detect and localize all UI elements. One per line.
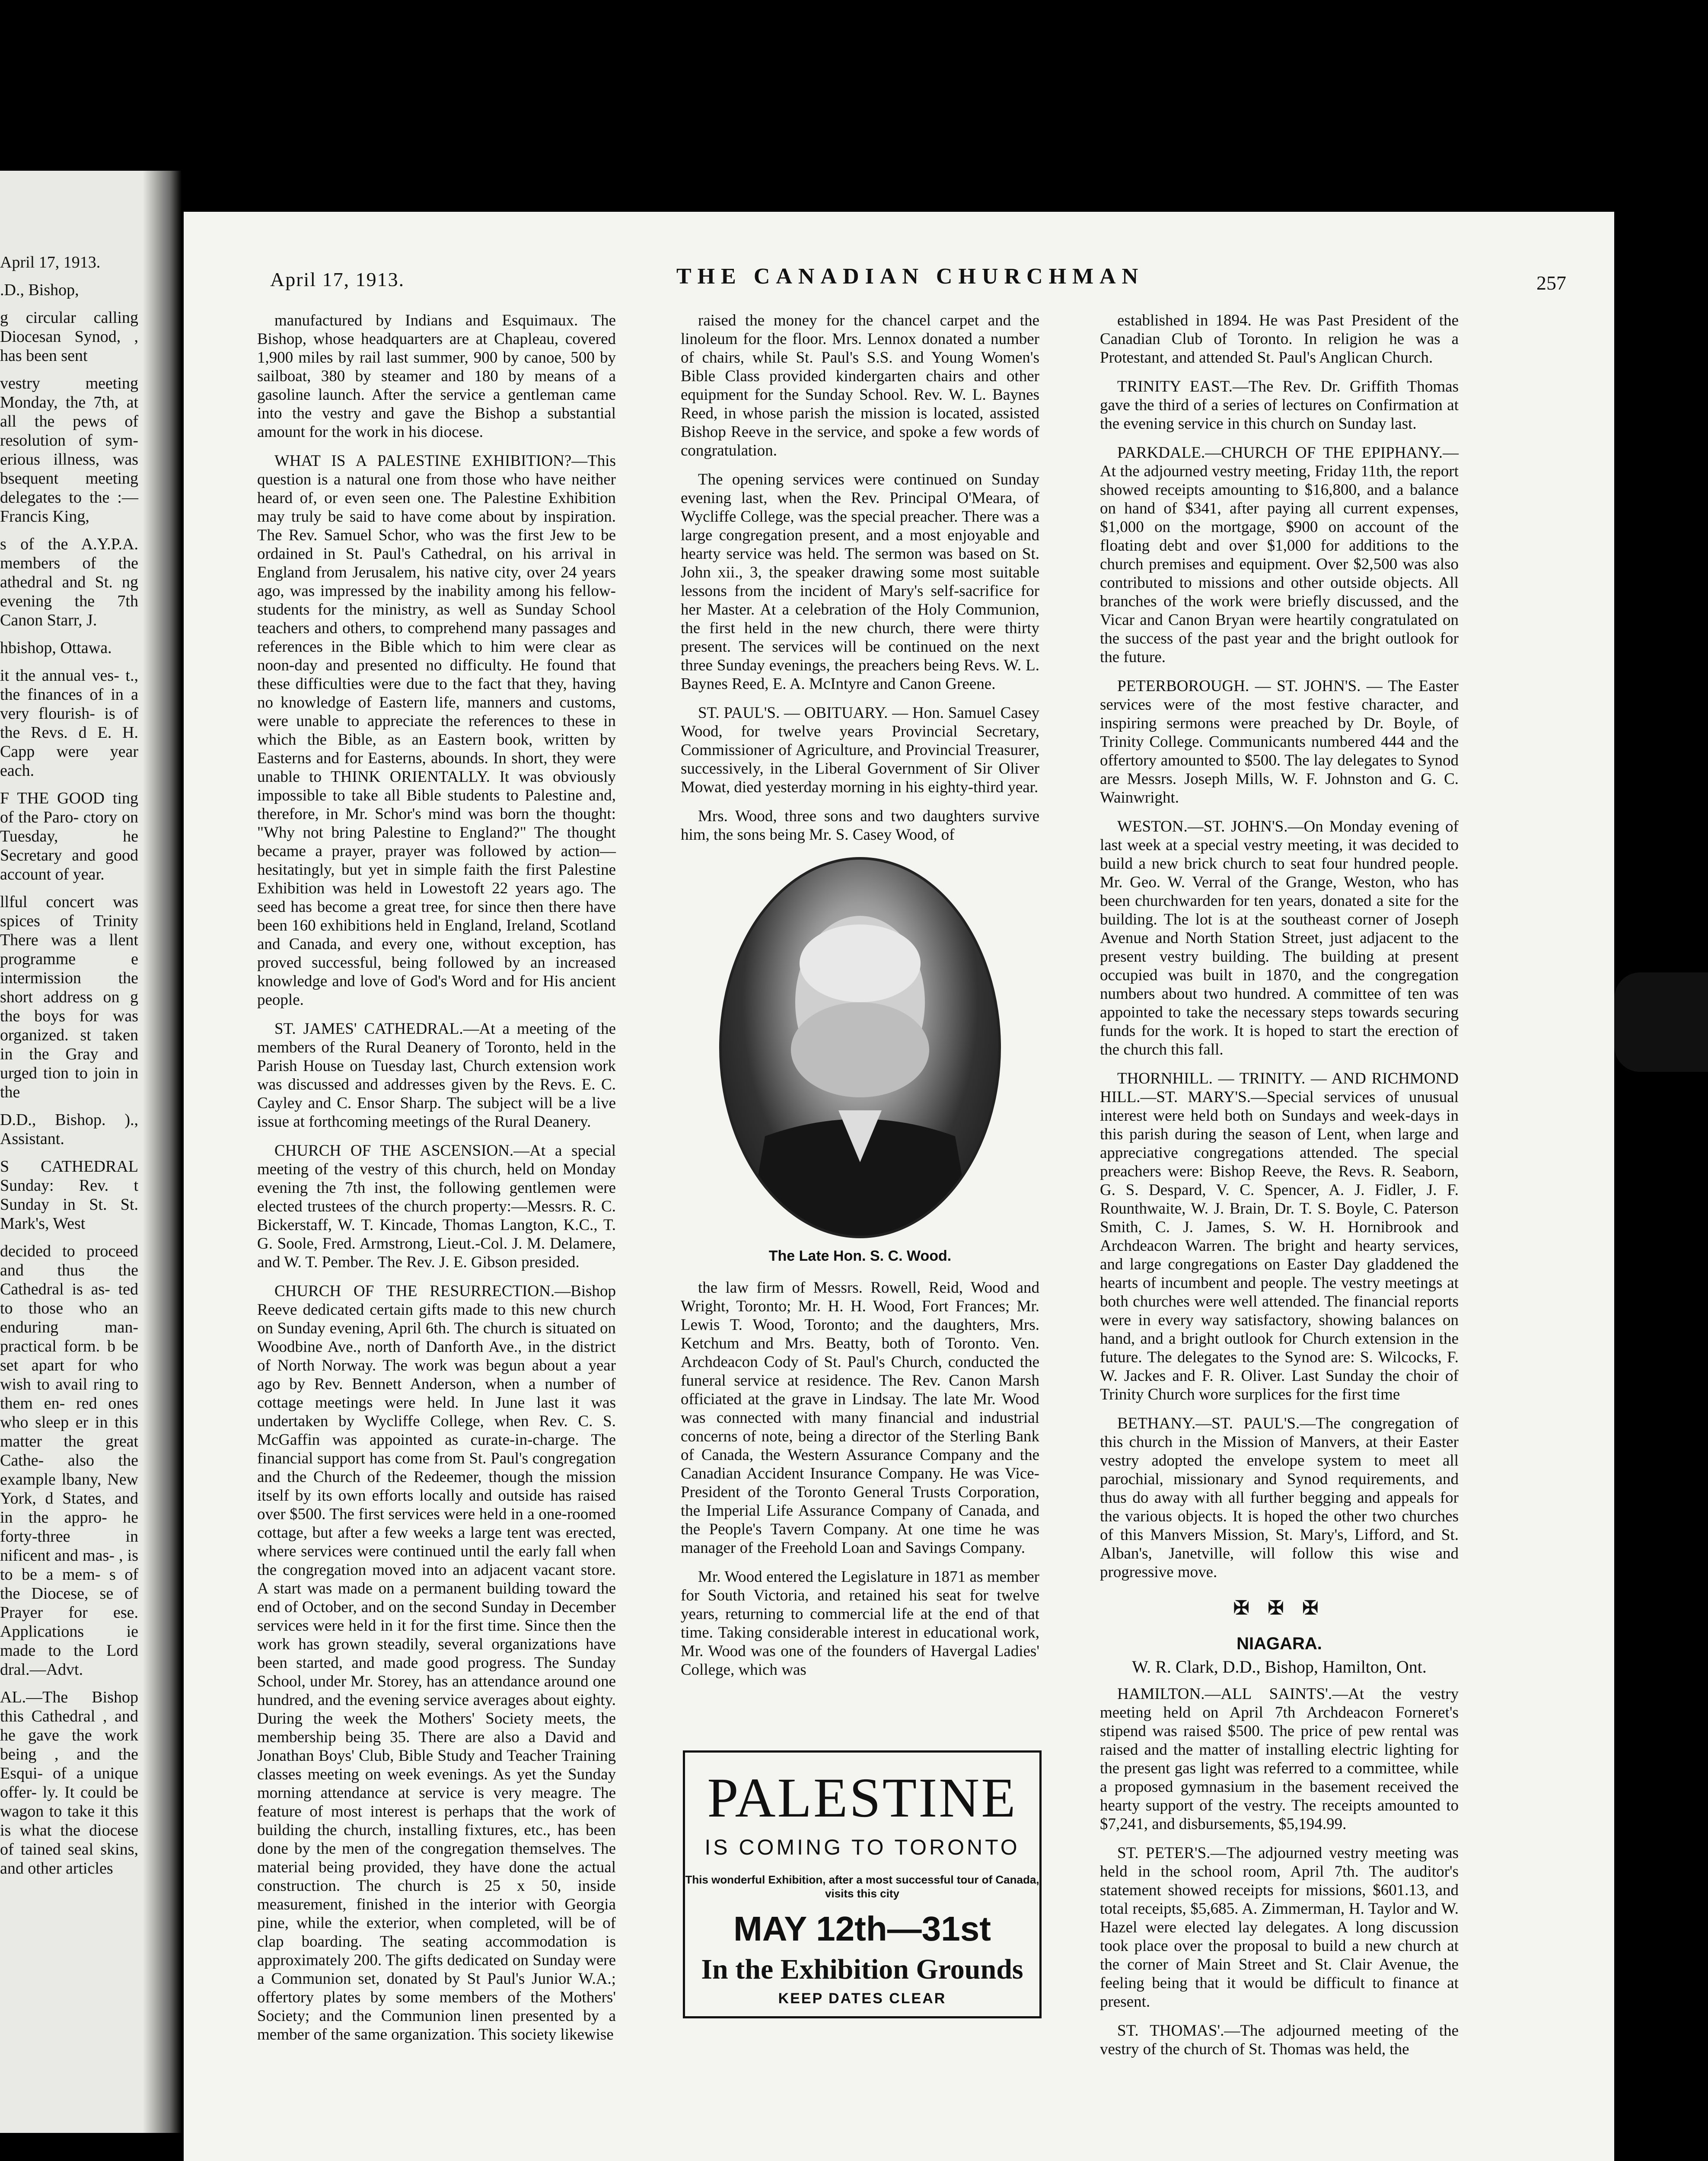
article-paragraph: CHURCH OF THE ASCENSION.—At a special meeting of the vestry of this church, held on Monday evening the 7th inst, the following gentlemen were elected trustees of the church property:—Messrs. R. C. Bickerstaff, W. T. Kincade, Thomas Langton, K.C., T. G. Soole, Fred. Armstrong, Lieut.-Col. J. M. Delamere, and W. T. Pember. The Rev. J. E. Gibson presided. — [257, 1142, 616, 1271]
page-number: 257 — [1536, 272, 1566, 294]
article-paragraph: raised the money for the chancel carpet and the linoleum for the floor. Mrs. Lennox donated a number of chairs, while St. Paul's S.S. and Young Women's Bible Class provided kindergarten chairs and other equipment for the Sunday School. Rev. W. L. Baynes Reed, in whose parish the mission is located, assisted Bishop Reeve in the service, and spoke a few words of congratulation. — [681, 312, 1039, 459]
left-page-column — [0, 253, 138, 1887]
left-fragment: decided to proceed and thus the Cathedral is as- ted to those who an enduring man- practical form. b be set apart for who wish to avail ring to them en- red ones who sleep er in this matter the great Cathe- also the example lbany, New York, d States, and in the appro- he forty-three in nificent and mas- , is to be a mem- s of the Diocese, se of Prayer for ese. Applications ie made to the Lord dral.—Advt. — [0, 1242, 138, 1679]
section-ornament: ✠ ✠ ✠ — [1233, 1597, 1326, 1619]
article-paragraph: established in 1894. He was Past President of the Canadian Club of Toronto. In religion he was a Protestant, and attended St. Paul's Anglican Church. — [1100, 312, 1459, 367]
article-paragraph: the law firm of Messrs. Rowell, Reid, Wood and Wright, Toronto; Mr. H. H. Wood, Fort Frances; Mr. Lewis T. Wood, Toronto; and the daughters, Mrs. Ketchum and Mrs. Beatty, both of Toronto. Ven. Archdeacon Cody of St. Paul's Church, conducted the funeral service at residence. The Rev. Canon Marsh officiated at the grave in Lindsay. The late Mr. Wood was connected with many financial and industrial concerns of note, being a director of the Sterling Bank of Canada, the Western Assurance Company and the Canadian Accident Insurance Company. He was Vice-President of the Toronto General Trusts Corporation, the Imperial Life Assurance Company of Canada, and the People's Tavern Company. At one time he was manager of the Freehold Loan and Savings Company. — [681, 1279, 1039, 1557]
left-fragment: llful concert was spices of Trinity There was a llent programme e intermission the short address on g the boys for was organized. st taken in the Gray and urged tion to join in the — [0, 893, 138, 1101]
article-paragraph: PETERBOROUGH. — ST. JOHN'S. — The Easter services were of the most festive character, and inspiring sermons were preached by Dr. Boyle, of Trinity College. Communicants numbered 444 and the offertory amounted to $500. The lay delegates to Synod are Messrs. Joseph Mills, W. F. Johnston and G. C. Wainwright. — [1100, 677, 1459, 806]
article-paragraph: THORNHILL. — TRINITY. — AND RICHMOND HILL.—ST. MARY'S.—Special services of unusual interest were held both on Sundays and week-days in this parish during the season of Lent, when large and appreciative congregations attended. The special preachers were: Bishop Reeve, the Revs. R. Seaborn, G. S. Despard, V. C. Spencer, A. J. Fidler, J. F. Rounthwaite, W. J. Brain, Dr. T. S. Boyle, C. Paterson Smith, C. J. James, S. W. H. Hornibrook and Archdeacon Warren. The bright and hearty services, and large congregations on Easter Day gladdened the hearts of incumbent and people. The vestry meetings at both churches were well attended. The financial reports were in every way satisfactory, showing balances on hand, and a bright outlook for Church extension in the future. The delegates to the Synod are: S. Wilcocks, F. W. Jackes and F. R. Oliver. Last Sunday the choir of Trinity Church wore surplices for the first time — [1100, 1070, 1459, 1403]
portrait-figure — [722, 860, 998, 1236]
header-date: April 17, 1913. — [270, 268, 405, 290]
article-paragraph: CHURCH OF THE RESURRECTION.—Bishop Reeve dedicated certain gifts made to this new church on Sunday evening, April 6th. The church is situated on Woodbine Ave., north of Danforth Ave., in the district of North Norway. The work was begun about a year ago by Rev. Bennett Anderson, when a number of cottage meetings were held. In June last it was undertaken by Wycliffe College, when Rev. C. S. McGaffin was appointed as curate-in-charge. The financial support has come from St. Paul's congregation and the Church of the Redeemer, though the mission itself by its own efforts locally and outside has raised over $500. The first services were held in a one-roomed cottage, but after a few weeks a large tent was erected, where services were continued until the early fall when the congregation moved into an adjacent vacant store. A start was made on a permanent building toward the end of October, and on the second Sunday in December services were held in it for the first time. Since then the work has grown steadily, several organizations have been started, and made good progress. The Sunday School, under Mr. Storey, has an attendance around one hundred, and the evening service averages about eighty. During the week the Mothers' Society meets, the membership being 35. There are also a David and Jonathan Boys' Club, Bible Study and Teacher Training classes meeting on week evenings. As yet the Sunday morning attendance at service is very meagre. The feature of most interest is perhaps that the work of building the church, installing fixtures, etc., has been done by the men of the congregation themselves. The material being provided, they have done the actual construction. The church is 25 x 50, inside measurement, finished in the interior with Georgia pine, while the exterior, when completed, will be of clap boarding. The seating accommodation is approximately 200. The gifts dedicated on Sunday were a Communion set, donated by St Paul's Junior W.A.; offertory plates by some members of the Mothers' Society; and the Communion linen presented by a member of the same organization. This society likewise — [257, 1282, 616, 2043]
book-gutter — [143, 171, 182, 2133]
article-paragraph: TRINITY EAST.—The Rev. Dr. Griffith Thomas gave the third of a series of lectures on Confirmation at the evening service in this church on Sunday last. — [1100, 378, 1459, 433]
ad-blurb: This wonderful Exhibition, after a most successful tour of Canada, visits this city — [685, 1873, 1039, 1900]
article-paragraph: PARKDALE.—CHURCH OF THE EPIPHANY.—At the adjourned vestry meeting, Friday 11th, the report showed receipts amounting to $16,800, and a balance on hand of $341, after paying all current expenses, $1,000 on the mortgage, $900 on account of the floating debt and over $1,000 for additions to the church premises and equipment. Over $2,500 was also contributed to missions and other outside objects. All branches of the work were briefly discussed, and the Vicar and Canon Bryan were heartily congratulated on the success of the past year and the bright outlook for the future. — [1100, 444, 1459, 666]
article-paragraph: WESTON.—ST. JOHN'S.—On Monday evening of last week at a special vestry meeting, it was decided to build a new brick church to seat four hundred people. Mr. Geo. W. Verral of the Grange, Weston, who has been churchwarden for ten years, donated a site for the building. The lot is at the southeast corner of Joseph Avenue and North Station Street, just adjacent to the present vestry building. The building at present occupied was built in 1870, and the congregation numbers about two hundred. A committee of ten was appointed to take the necessary steps towards securing funds for the work. It is hoped to start the erection of the church this fall. — [1100, 818, 1459, 1058]
column-1 — [257, 311, 616, 2054]
left-fragment: vestry meeting Monday, the 7th, at all the pews of resolution of sym- erious illness, was bsequent meeting delegates to the :—Francis King, — [0, 374, 138, 526]
masthead-title: THE CANADIAN CHURCHMAN — [676, 264, 1144, 289]
article-paragraph: ST. PAUL'S. — OBITUARY. — Hon. Samuel Casey Wood, for twelve years Provincial Secretary, Commissioner of Agriculture, and Provincial Treasurer, successively, in the Liberal Government of Sir Oliver Mowat, died yesterday morning in his eighty-third year. — [681, 704, 1039, 796]
ad-subhead: IS COMING TO TORONTO — [704, 1835, 1020, 1859]
ad-note: KEEP DATES CLEAR — [778, 1990, 946, 2007]
article-paragraph: Mrs. Wood, three sons and two daughters survive him, the sons being Mr. S. Casey Wood, of — [681, 807, 1039, 844]
article-paragraph: BETHANY.—ST. PAUL'S.—The congregation of this church in the Mission of Manvers, at their Easter vestry adopted the envelope system to meet all parochial, missionary and Synod requirements, and thus do away with all further begging and appeals for the various objects. It is hoped the other two churches of this Manvers Mission, St. Mary's, Lifford, and St. Alban's, Janetville, will follow this wise and progressive move. — [1100, 1415, 1459, 1581]
left-fragment: s of the A.Y.P.A. members of the athedral and St. ng evening the 7th Canon Starr, J. — [0, 535, 138, 629]
article-paragraph: ST. THOMAS'.—The adjourned meeting of the vestry of the church of St. Thomas was held, the — [1100, 2022, 1459, 2058]
column-2 — [681, 311, 1039, 1689]
column-3 — [1100, 311, 1459, 2069]
ad-dates: MAY 12th—31st — [733, 1909, 991, 1948]
left-page-date: April 17, 1913. — [0, 253, 101, 271]
left-fragment: hbishop, Ottawa. — [0, 639, 112, 657]
ad-venue: In the Exhibition Grounds — [701, 1954, 1023, 1985]
left-fragment: S CATHEDRAL Sunday: Rev. t Sunday in St. St. Mark's, West — [0, 1157, 138, 1233]
portrait-photo — [719, 857, 1001, 1238]
left-fragment: F THE GOOD ting of the Paro- ctory on Tuesday, he Secretary and good account of year. — [0, 789, 138, 883]
article-paragraph: HAMILTON.—ALL SAINTS'.—At the vestry meeting held on April 7th Archdeacon Forneret's stipend was raised $500. The price of pew rental was raised and the matter of installing electric lighting for the present gas light was referred to a committee, while a proposed gymnasium in the basement received the hearty support of the vestry. The receipts amounted to $7,241, and disbursements, $5,194.99. — [1100, 1685, 1459, 1833]
section-subheading: W. R. Clark, D.D., Bishop, Hamilton, Ont. — [1132, 1657, 1427, 1677]
section-heading: NIAGARA. — [1236, 1634, 1322, 1653]
article-paragraph: ST. PETER'S.—The adjourned vestry meeting was held in the school room, April 7th. The auditor's statement showed receipts for missions, $601.13, and total receipts, $5,685. A. Zimmerman, H. Taylor and W. Hazel were elected lay delegates. A long discussion took place over the proposal to build a new church at the corner of Main Street and St. Clair Avenue, the feeling being that it would be difficult to finance at present. — [1100, 1844, 1459, 2011]
article-paragraph: ST. JAMES' CATHEDRAL.—At a meeting of the members of the Rural Deanery of Toronto, held in the Parish House on Tuesday last, Church extension work was discussed and addresses given by the Revs. E. C. Cayley and C. Ensor Sharp. The subject will be a live issue at forthcoming meetings of the Rural Deanery. — [257, 1020, 616, 1131]
palestine-advertisement — [683, 1750, 1042, 2018]
left-fragment: it the annual ves- t., the finances of in a very flourish- is of the Revs. d E. H. Capp were year each. — [0, 666, 138, 780]
thumb-shadow — [1614, 972, 1708, 1072]
left-fragment: .D., Bishop, — [0, 281, 79, 299]
portrait-caption: The Late Hon. S. C. Wood. — [768, 1248, 952, 1264]
left-fragment: g circular calling Diocesan Synod, , has been sent — [0, 309, 138, 365]
left-fragment: AL.—The Bishop this Cathedral , and he gave the work being , and the Esqui- of a unique offer- ly. It could be wagon to take it this is what the diocese of tained seal skins, and other articles — [0, 1688, 138, 1877]
article-paragraph: Mr. Wood entered the Legislature in 1871 as member for South Victoria, and retained his seat for twelve years, returning to commercial life at the end of that time. Taking considerable interest in educational work, Mr. Wood was one of the founders of Havergal Ladies' College, which was — [681, 1568, 1039, 1679]
ad-headline: PALESTINE — [707, 1767, 1017, 1829]
article-paragraph: manufactured by Indians and Esquimaux. The Bishop, whose headquarters are at Chapleau, covered 1,900 miles by rail last summer, 900 by canoe, 500 by sailboat, 380 by steamer and 180 by means of a gasoline launch. After the service a gentleman came into the vestry and gave the Bishop a substantial amount for the work in his diocese. — [257, 312, 616, 441]
article-paragraph: The opening services were continued on Sunday evening last, when the Rev. Principal O'Meara, of Wycliffe College, was the special preacher. There was a large congregation present, and a most enjoyable and hearty service was held. The sermon was based on St. John xii., 3, the speaker drawing some most suitable lessons from the incident of Mary's self-sacrifice for her Master. At a celebration of the Holy Communion, the first held in the new church, there were thirty present. The services will be continued on the next three Sunday evenings, the preachers being Revs. W. L. Baynes Reed, E. A. McIntyre and Canon Greene. — [681, 471, 1039, 693]
newspaper-page — [184, 212, 1614, 2161]
article-paragraph: WHAT IS A PALESTINE EXHIBITION?—This question is a natural one from those who have neither heard of, or even seen one. The Palestine Exhibition may truly be said to have come about by inspiration. The Rev. Samuel Schor, who was the first Jew to be ordained in St. Paul's Cathedral, on his arrival in England from Jerusalem, his native city, over 24 years ago, was impressed by the inability among his fellow-students for the ministry, as well as Sunday School teachers and others, to comprehend many passages and references in the Bible which to him were clear as noon-day and presented no difficulty. He found that these difficulties were due to the fact that they, having no knowledge of Eastern life, manners and customs, were unable to appreciate the references to these in which the Bible, as an Eastern book, written by Easterns and for Easterns, abounds. In short, they were unable to THINK ORIENTALLY. It was obviously impossible to take all Bible students to Palestine and, therefore, in Mr. Schor's mind was born the thought: "Why not bring Palestine to England?" The thought became a prayer, prayer was followed by action—hesitatingly, but yet in simple faith the first Palestine Exhibition was held in Lowestoft 22 years ago. The seed has become a great tree, for since then there have been 160 exhibitions held in England, Ireland, Scotland and Canada, and every one, without exception, has proved successful, being followed by an increased knowledge and love of God's Word and for His ancient people. — [257, 452, 616, 1009]
left-fragment: D.D., Bishop. )., Assistant. — [0, 1111, 138, 1148]
